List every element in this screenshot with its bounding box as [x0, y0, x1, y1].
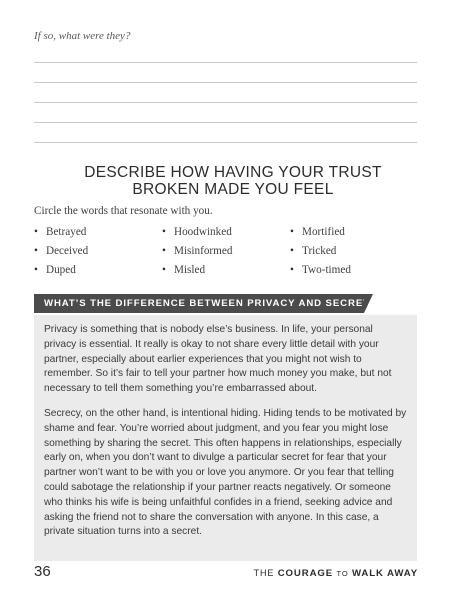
word-tricked: • Tricked: [290, 242, 417, 261]
word-list: [34, 223, 417, 280]
instruction-text: Circle the words that resonate with you.: [34, 205, 213, 217]
page-number: 36: [34, 563, 51, 580]
answer-line-4: [34, 122, 417, 123]
heading-line-1: DESCRIBE HOW HAVING YOUR TRUST: [84, 164, 382, 181]
sidebar-banner-title: WHAT’S THE DIFFERENCE BETWEEN PRIVACY AND SECRETS?: [34, 294, 364, 313]
answer-line-1: [34, 62, 417, 63]
answer-line-3: [34, 102, 417, 103]
word-misinformed: • Misinformed: [162, 242, 290, 261]
word-misled: • Misled: [162, 261, 290, 280]
word-betrayed: • Betrayed: [34, 223, 162, 242]
running-title-the: THE: [253, 568, 275, 578]
word-mortified: • Mortified: [290, 223, 417, 242]
running-title-walk-away: WALK AWAY: [351, 568, 418, 579]
word-deceived: • Deceived: [34, 242, 162, 261]
running-title-to: TO: [336, 569, 349, 578]
word-duped: • Duped: [34, 261, 162, 280]
paragraph-secrecy: Secrecy, on the other hand, is intentional hiding. Hiding tends to be motivated by shame and fear. You’re worried about judgment, and you fear you might lose something by sharing the secret. This often happens in relationships, especially early on, when you don’t want to divulge a particular secret for fear that your partner won’t want to be with you or love you anymore. Or you fear that telling could sabotage the relationship if your partner reacts negatively. Or someone who thinks his wife is being unfaithful confides in a friend, seeking advice and asking the friend not to share the conversation with anyone. In this case, a private situation turns into a secret.: [44, 407, 407, 538]
running-title-courage: COURAGE: [277, 568, 334, 579]
privacy-secrets-sidebar: [34, 315, 417, 561]
answer-line-2: [34, 82, 417, 83]
answer-line-5: [34, 142, 417, 143]
heading-line-2: BROKEN MADE YOU FEEL: [132, 181, 334, 198]
paragraph-privacy: Privacy is something that is nobody else’s business. In life, your personal privacy is essential. It really is okay to not share every little detail with your partner, especially about earlier experiences that you might not wish to remember. So it’s fair to tell your partner how much money you make, but not necessary to tell them something you’re embarrassed about.: [44, 324, 392, 395]
section-heading: [34, 164, 432, 198]
word-two-timed: • Two-timed: [290, 261, 417, 280]
word-hoodwinked: • Hoodwinked: [162, 223, 290, 242]
running-title: [254, 568, 418, 579]
banner-tip-shape: [364, 294, 373, 313]
question-prompt: If so, what were they?: [34, 30, 131, 42]
